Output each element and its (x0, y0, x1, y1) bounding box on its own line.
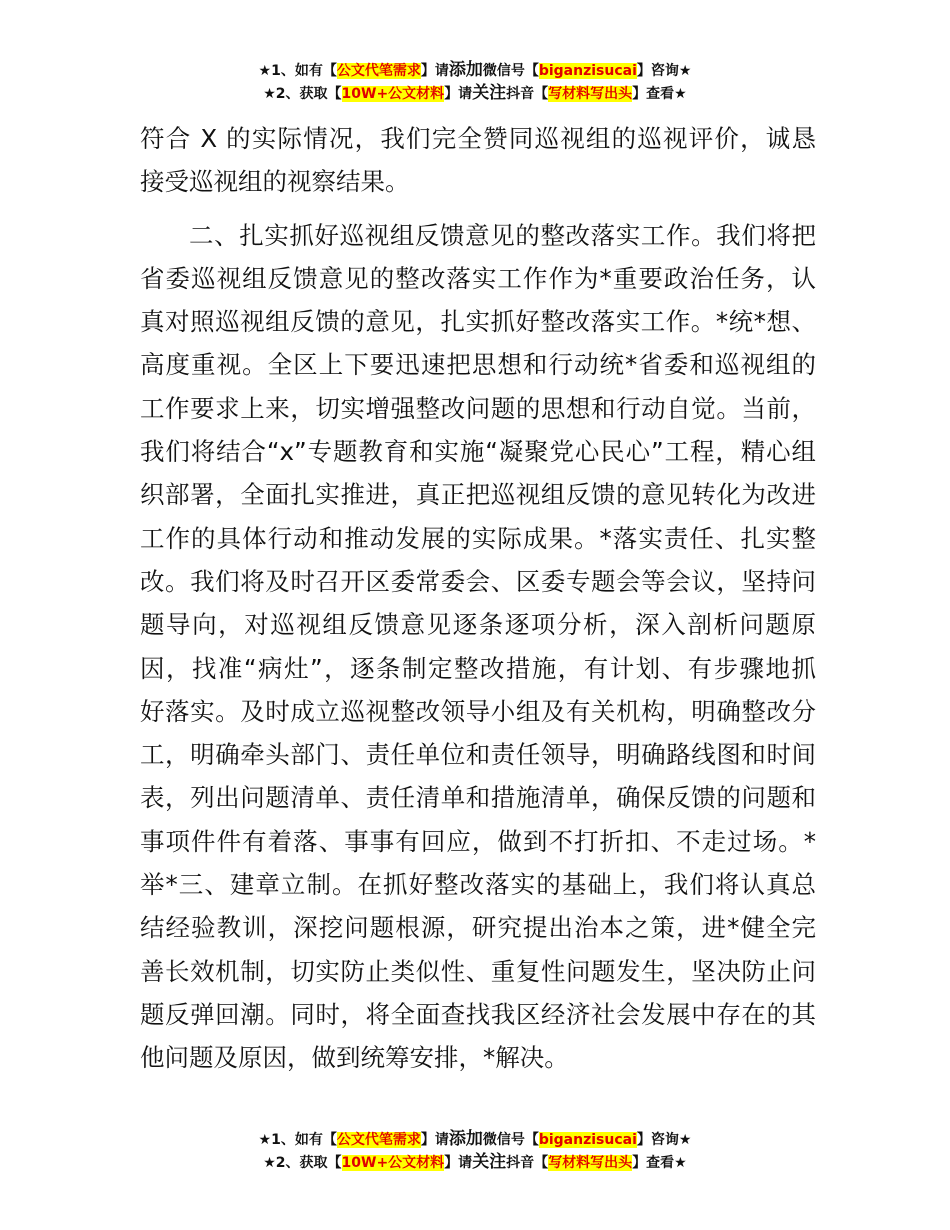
text-line: 好落实。及时成立巡视整改领导小组及有关机构，明确整改分 (140, 696, 816, 726)
text-line: 省委巡视组反馈意见的整改落实工作作为*重要政治任务，认 (140, 263, 816, 293)
text-line: 高度重视。全区上下要迅速把思想和行动统*省委和巡视组的 (140, 350, 816, 380)
materials-highlight: 10W+公文材料 (341, 86, 445, 102)
document-body (140, 117, 816, 1080)
wechat-id-highlight: biganzisucai (538, 63, 637, 79)
text-line: 工作要求上来，切实增强整改问题的思想和行动自觉。当前， (140, 393, 816, 423)
douyin-id-highlight: 写材料写出头 (548, 1155, 633, 1171)
text-line: 改。我们将及时召开区委常委会、区委专题会等会议，坚持问 (140, 566, 816, 596)
banner-line-2: ★2、获取【10W+公文材料】请关注抖音【写材料写出头】查看★ (263, 1152, 687, 1172)
text-line: 因，找准“病灶”，逐条制定整改措施，有计划、有步骤地抓 (140, 653, 816, 683)
text-line: 织部署，全面扎实推进，真正把巡视组反馈的意见转化为改进 (140, 480, 816, 510)
text-line: 我们将结合“x”专题教育和实施“凝聚党心民心”工程，精心组 (140, 437, 816, 467)
paragraph-2 (140, 214, 816, 1080)
text-line: 接受巡视组的视察结果。 (140, 167, 410, 197)
materials-highlight: 10W+公文材料 (341, 1155, 445, 1171)
text-line: 题导向，对巡视组反馈意见逐条逐项分析，深入剖析问题原 (140, 610, 816, 640)
header-banner (0, 59, 950, 105)
banner-line-1: ★1、如有【公文代笔需求】请添加微信号【biganzisucai】咨询★ (258, 60, 692, 80)
douyin-id-highlight: 写材料写出头 (548, 86, 633, 102)
text-line: 他问题及原因，做到统筹安排，*解决。 (140, 1043, 569, 1073)
text-line: 表，列出问题清单、责任清单和措施清单，确保反馈的问题和 (140, 783, 816, 813)
banner-line-2: ★2、获取【10W+公文材料】请关注抖音【写材料写出头】查看★ (263, 83, 687, 103)
text-line: 事项件件有着落、事事有回应，做到不打折扣、不走过场。* (140, 826, 816, 856)
text-line: 题反弹回潮。同时，将全面查找我区经济社会发展中存在的其 (140, 999, 816, 1029)
wechat-id-highlight: biganzisucai (538, 1132, 637, 1148)
text-line: 工，明确牵头部门、责任单位和责任领导，明确路线图和时间 (140, 740, 816, 770)
text-line: 二、扎实抓好巡视组反馈意见的整改落实工作。我们将把 (189, 220, 816, 250)
text-line: 举*三、建章立制。在抓好整改落实的基础上，我们将认真总 (140, 870, 816, 900)
service-highlight: 公文代笔需求 (336, 1132, 421, 1148)
text-line: 结经验教训，深挖问题根源，研究提出治本之策，进*健全完 (140, 913, 816, 943)
text-line: 善长效机制，切实防止类似性、重复性问题发生，坚决防止问 (140, 956, 816, 986)
footer-banner (0, 1128, 950, 1174)
text-line: 工作的具体行动和推动发展的实际成果。*落实责任、扎实整 (140, 523, 816, 553)
text-line: 符合 X 的实际情况，我们完全赞同巡视组的巡视评价，诚恳 (140, 124, 816, 153)
text-line: 真对照巡视组反馈的意见，扎实抓好整改落实工作。*统*想、 (140, 307, 816, 337)
paragraph-1 (140, 117, 816, 204)
banner-line-1: ★1、如有【公文代笔需求】请添加微信号【biganzisucai】咨询★ (258, 1129, 692, 1149)
service-highlight: 公文代笔需求 (336, 63, 421, 79)
